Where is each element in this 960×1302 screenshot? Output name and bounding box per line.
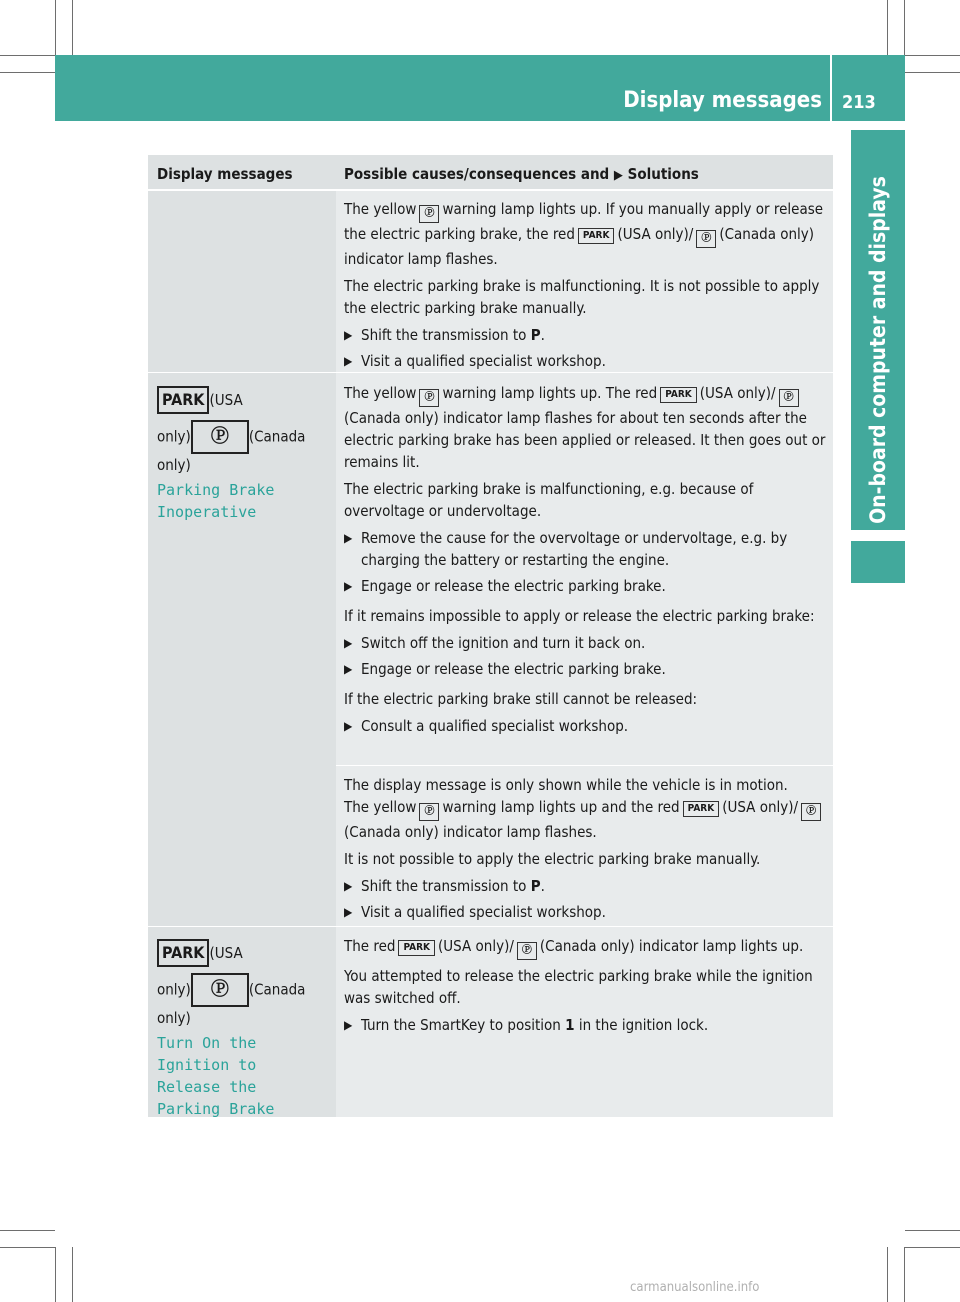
text: Remove the cause for the overvoltage or undervoltage, e.g. by charging the battery or restarting the engine. [361,529,788,569]
row3-paragraph: It is not possible to apply the electric parking brake manually. [344,850,761,868]
step-arrow-icon: ▶ [344,879,353,893]
row1-paragraph: The electric parking brake is malfunctioning. It is not possible to apply the electric parking brake manually. [344,277,820,317]
row4-paragraph [344,935,828,960]
text: Consult a qualified specialist workshop. [361,717,629,735]
text: Shift the transmission to [361,877,527,895]
col-header-causes-text: Possible causes/consequences and [344,165,610,183]
step-arrow-icon: ▶ [344,579,353,593]
text: Shift the transmission to [361,326,527,344]
text: (USA only)/ [699,384,776,402]
display-message-text: Ignition to [157,1056,257,1074]
solution-step [344,901,828,923]
parking-brake-canada-icon: Ⓟ [801,803,821,821]
text: The red [344,937,396,955]
text: (Canada only) indicator lamp lights up. [539,937,804,955]
crop-mark [0,72,55,73]
park-lamp-icon: PARK [157,939,209,967]
step-arrow-icon: ▶ [344,636,353,650]
text: (USA only)/ [438,937,514,955]
crop-mark [0,1247,55,1248]
crop-mark [905,72,960,73]
row2-paragraph: The electric parking brake is malfunctioning, e.g. because of overvoltage or undervoltage. [344,480,754,520]
text: The yellow [344,200,417,218]
row2-content [344,382,828,741]
step-arrow-icon: ▶ [344,1018,353,1032]
line: only) [157,456,191,474]
page-title: Display messages [623,88,822,113]
line [157,973,327,1007]
text: in the ignition lock. [578,1016,709,1034]
header-separator [830,55,832,121]
park-lamp-icon: PARK [660,387,697,403]
text: . [540,326,545,344]
solution-step [344,715,828,737]
row2-paragraph [344,382,828,473]
text: (Canada only) indicator lamp flashes. [344,225,815,268]
park-lamp-icon: PARK [578,228,615,244]
row2-paragraph: If it remains impossible to apply or release the electric parking brake: [344,607,815,625]
parking-brake-icon: Ⓟ [191,973,249,1007]
text: (Canada [248,980,306,999]
text: Switch off the ignition and turn it back on. [361,634,646,652]
solution-step [344,527,828,571]
text: Engage or release the electric parking brake. [361,660,666,678]
text: (USA [209,944,243,962]
parking-brake-icon: Ⓟ [191,420,249,454]
park-lamp-icon: PARK [398,940,435,956]
row2-paragraph: If the electric parking brake still cannot be released: [344,690,698,708]
crop-mark [72,1247,73,1302]
line [157,420,327,454]
text: (Canada only) indicator lamp flashes for about ten seconds after the electric parking brake has been applied or released. It then goes out or remains lit. [344,409,826,471]
display-message-text: Release the [157,1078,257,1096]
crop-mark [0,1230,55,1231]
step-arrow-icon: ▶ [344,354,353,368]
row3-content [344,774,828,927]
chapter-tab-label: On-board computer and displays [866,176,890,524]
row3-paragraph [344,796,828,843]
display-message-text: Inoperative [157,503,257,521]
col-header-messages: Display messages [157,165,293,183]
text: warning lamp lights up. If you manually apply or release the electric parking brake, the red [344,200,824,243]
row4-paragraph: You attempted to release the electric parking brake while the ignition was switched off. [344,967,813,1007]
row1-paragraph [344,198,828,270]
text: The yellow [344,384,417,402]
crop-mark [55,1247,56,1302]
solution-step [344,875,828,897]
text: warning lamp lights up and the red [442,798,680,816]
crop-mark [905,1247,960,1248]
line: only) [157,1009,191,1027]
solution-step [344,632,828,654]
text: (USA only)/ [722,798,799,816]
text: (Canada only) indicator lamp flashes. [344,823,597,841]
page-number: 213 [842,92,876,113]
col-header-solutions-text: Solutions [627,165,699,183]
step-arrow-icon: ▶ [344,662,353,676]
row4-display-message [157,939,327,1120]
park-lamp-icon: PARK [157,386,209,414]
row1-content [344,198,828,376]
crop-mark [887,0,888,55]
row4-content [344,935,828,1040]
crop-mark [904,0,905,55]
chapter-marker [851,541,905,583]
text: The yellow [344,798,417,816]
row-divider [336,765,833,766]
text: Visit a qualified specialist workshop. [361,903,606,921]
solution-arrow-icon: ▶ [613,168,623,183]
text: Visit a qualified specialist workshop. [361,352,606,370]
step-arrow-icon: ▶ [344,328,353,342]
crop-mark [905,1230,960,1231]
line [157,939,327,967]
step-arrow-icon: ▶ [344,719,353,733]
step-arrow-icon: ▶ [344,531,353,545]
text: only) [157,980,191,999]
text: Turn the SmartKey to position [361,1016,561,1034]
text: (Canada [248,427,306,446]
crop-mark [904,1247,905,1302]
text: Engage or release the electric parking brake. [361,577,666,595]
step-arrow-icon: ▶ [344,905,353,919]
crop-mark [0,55,55,56]
parking-brake-canada-icon: Ⓟ [779,389,799,407]
parking-brake-canada-icon: Ⓟ [696,230,716,248]
display-message-text: Parking Brake [157,481,275,499]
crop-mark [905,55,960,56]
watermark: carmanualsonline.info [630,1280,760,1295]
row3-paragraph: The display message is only shown while the vehicle is in motion. [344,776,788,794]
row2-display-message [157,386,327,523]
park-lamp-icon: PARK [683,801,720,817]
text: P [530,877,541,895]
parking-brake-canada-icon: Ⓟ [517,942,537,960]
solution-step [344,658,828,680]
parking-brake-warning-icon: Ⓟ [419,803,439,821]
text: (USA [209,391,243,409]
solution-step [344,1014,828,1036]
text: P [530,326,541,344]
solution-step [344,575,828,597]
display-message-text: Turn On the [157,1034,257,1052]
solution-step [344,350,828,372]
text: warning lamp lights up. The red [442,384,658,402]
crop-mark [55,0,56,55]
crop-mark [72,0,73,55]
solution-step [344,324,828,346]
text: . [540,877,545,895]
text: (USA only)/ [617,225,694,243]
text: 1 [565,1016,575,1034]
text: only) [157,427,191,446]
col-header-causes [344,165,699,183]
crop-mark [887,1247,888,1302]
display-message-text: Parking Brake [157,1100,275,1118]
row-divider [148,190,833,191]
parking-brake-warning-icon: Ⓟ [419,389,439,407]
parking-brake-warning-icon: Ⓟ [419,205,439,223]
line [157,386,327,414]
